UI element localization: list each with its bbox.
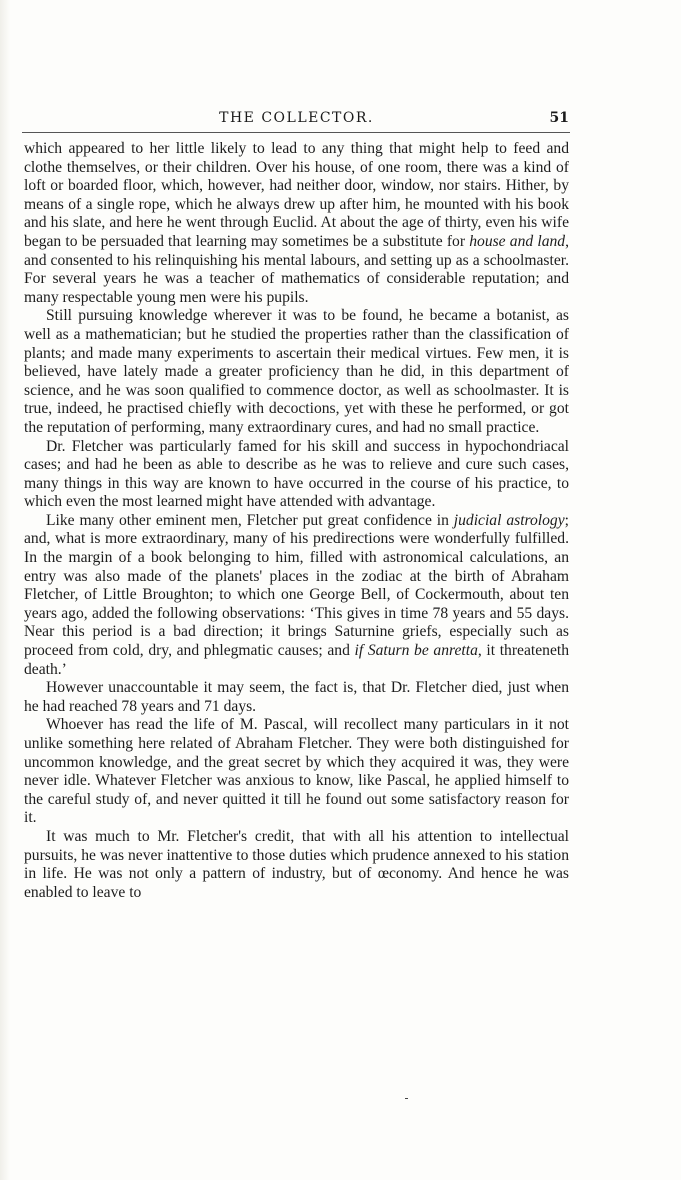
header-rule [22, 132, 570, 133]
text-run: ; and, what is more extraordinary, many of his predirections were wonderfully fulfilled. In the margin of a book belonging to him, filled with astronomical calculations, an entry was also made of the planets' places in the zodiac at the birth of Abraham Fletcher, of Little Broughton; to which one George Bell, of Cockermouth, about ten years ago, added the following observations: ‘This gives in time 78 years and 55 days. Near this period is a bad direction; it brings Saturnine griefs, especially such as proceed from cold, dry, and phlegmatic causes; and [24, 511, 569, 660]
text-run: , and consented to his relinquishing his mental labours, and setting up as a schoolmaster. For several years he was a teacher of mathematics of considerable reputation; and many respectable young men were his pupils. [24, 232, 570, 306]
paragraph [24, 307, 569, 437]
page-number: 51 [549, 110, 569, 126]
text-run: It was much to Mr. Fletcher's credit, that with all his attention to intellectual pursuits, he was never inattentive to those duties which prudence annexed to his station in life. He was not only a pattern of industry, but of œconomy. And hence he was enabled to leave to [24, 827, 569, 901]
running-title: THE COLLECTOR. [219, 110, 374, 126]
text-run: which appeared to her little likely to lead to any thing that might help to feed and clothe themselves, or their children. Over his house, of one room, there was a kind of loft or boarded floor, which, however, had neither door, window, nor stairs. Hither, by means of a single rope, which he always drew up after him, he mounted with his book and his slate, and here he went through Euclid. At about the age of thirty, even his wife began to be persuaded that learning may sometimes be a substitute for [24, 140, 569, 250]
paragraph [24, 679, 569, 716]
paragraph [24, 716, 569, 828]
paragraph [24, 438, 569, 512]
body-text [24, 140, 569, 902]
page-gutter-shading [0, 0, 10, 1180]
text-run: However unaccountable it may seem, the fact is, that Dr. Fletcher died, just when he had reached 78 years and 71 days. [24, 679, 569, 715]
page-header [24, 110, 569, 132]
text-run: Whoever has read the life of M. Pascal, will recollect many particulars in it not unlike something here related of Abraham Fletcher. They were both distinguished for uncommon knowledge, and the great secret by which they acquired it was, they were never idle. Whatever Fletcher was anxious to know, like Pascal, he applied himself to the careful study of, and never quitted it till he found out some satisfactory reason for it. [24, 716, 569, 827]
text-run: Dr. Fletcher was particularly famed for his skill and success in hypochondriacal cases; and had he been as able to describe as he was to relieve and cure such cases, many things in this way are known to have occurred in the course of his practice, to which even the most learned might have attended with advantage. [24, 437, 569, 511]
paragraph [24, 828, 569, 902]
text-run: Still pursuing knowledge wherever it was to be found, he became a botanist, as well as a mathematician; but he studied the properties rather than the classification of plants; and made many experiments to ascertain their medical virtues. Few men, it is believed, have lately made a greater proficiency than he did, in this department of science, and he was soon qualified to commence doctor, as well as schoolmaster. It is true, indeed, he practised chiefly with decoctions, yet with these he performed, or got the reputation of performing, many extraordinary cures, and had no small practice. [24, 307, 569, 436]
italic-text-run: if Saturn be anretta [354, 642, 478, 660]
paragraph [24, 512, 569, 679]
stray-ink-mark [405, 1098, 408, 1099]
italic-text-run: judicial astrology [453, 511, 565, 529]
text-run: , it threateneth death.’ [24, 642, 569, 678]
italic-text-run: house and land [469, 232, 566, 250]
paragraph [24, 140, 569, 307]
text-run: Like many other eminent men, Fletcher put great confidence in [46, 511, 454, 529]
